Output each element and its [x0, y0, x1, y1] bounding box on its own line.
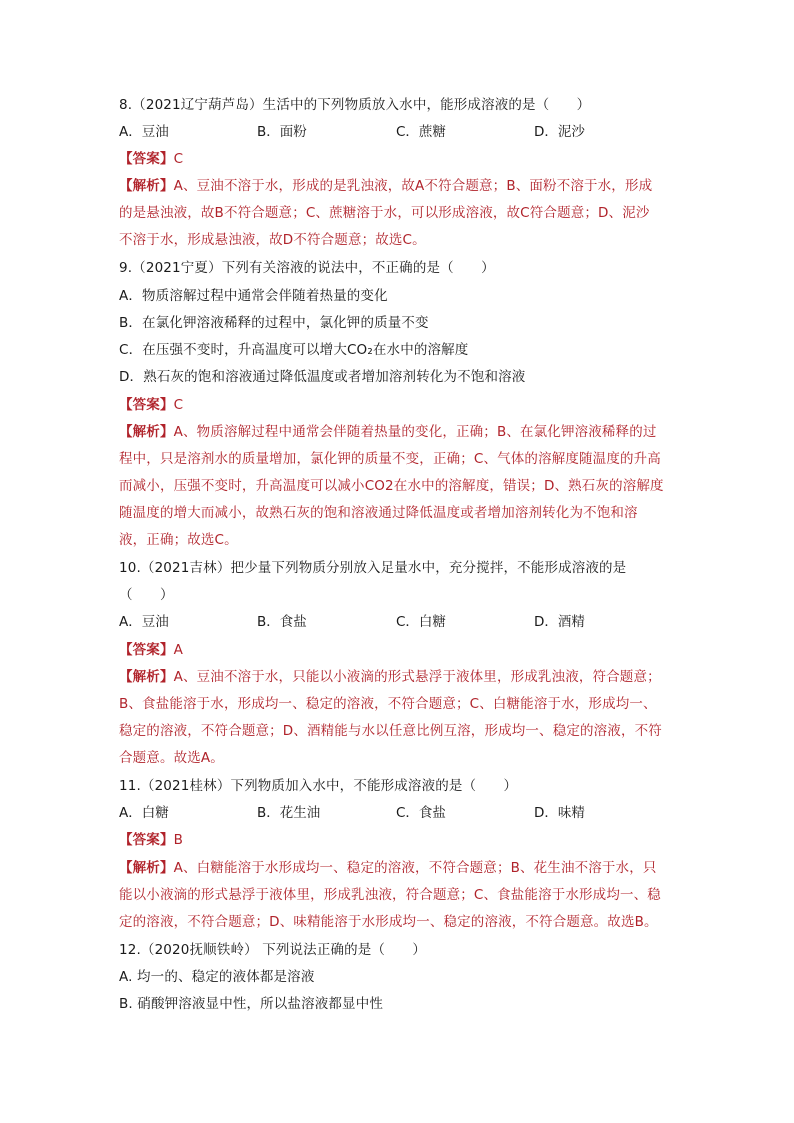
answer-value: B — [173, 832, 184, 848]
q8-analysis-line: 不溶于水，形成悬浊液，故D不符合题意；故选C。 — [119, 232, 426, 248]
q9-stem: 9.（2021宁夏）下列有关溶液的说法中，不正确的是（ ） — [119, 260, 495, 276]
q10-analysis-line: B、食盐能溶于水，形成均一、稳定的溶液，不符合题意；C、白糖能溶于水，形成均一、 — [119, 696, 657, 712]
q11-option-c: C．食盐 — [396, 805, 446, 821]
analysis-text: A、白糖能溶于水形成均一、稳定的溶液，不符合题意；B、花生油不溶于水，只 — [173, 860, 657, 876]
q9-option-b: B．在氯化钾溶液稀释的过程中，氯化钾的质量不变 — [119, 315, 429, 331]
analysis-label: 【解析】 — [119, 424, 174, 440]
q11-analysis-line — [119, 858, 657, 878]
q9-option-a: A．物质溶解过程中通常会伴随着热量的变化 — [119, 288, 388, 304]
q11-answer — [119, 830, 183, 850]
answer-value: A — [173, 642, 183, 658]
q11-analysis-line: 定的溶液，不符合题意；D、味精能溶于水形成均一、稳定的溶液，不符合题意。故选B。 — [119, 914, 658, 930]
analysis-text: A、豆油不溶于水，形成的是乳浊液，故A不符合题意；B、面粉不溶于水，形成 — [173, 178, 653, 194]
q11-option-a: A．白糖 — [119, 805, 169, 821]
q10-analysis-line — [119, 667, 661, 687]
q12-stem: 12.（2020抚顺铁岭） 下列说法正确的是（ ） — [119, 942, 427, 958]
q10-option-b: B．食盐 — [257, 614, 307, 630]
analysis-label: 【解析】 — [119, 178, 174, 194]
q12-option-b: B. 硝酸钾溶液显中性，所以盐溶液都显中性 — [119, 996, 383, 1012]
q10-option-d: D．酒精 — [534, 614, 585, 630]
analysis-label: 【解析】 — [119, 860, 174, 876]
answer-label: 【答案】 — [119, 397, 174, 413]
q10-stem-cont: （ ） — [119, 587, 174, 603]
analysis-text: A、物质溶解过程中通常会伴随着热量的变化，正确；B、在氯化钾溶液稀释的过 — [173, 424, 657, 440]
analysis-text: A、豆油不溶于水，只能以小液滴的形式悬浮于液体里，形成乳浊液，符合题意； — [173, 669, 661, 685]
q10-stem: 10.（2021吉林）把少量下列物质分别放入足量水中，充分搅拌，不能形成溶液的是 — [119, 560, 627, 576]
q9-answer — [119, 395, 183, 415]
q10-analysis-line: 合题意。故选A。 — [119, 750, 224, 766]
answer-label: 【答案】 — [119, 151, 174, 167]
q8-option-c: C．蔗糖 — [396, 124, 446, 140]
q11-stem: 11.（2021桂林）下列物质加入水中，不能形成溶液的是（ ） — [119, 778, 518, 794]
q10-option-c: C．白糖 — [396, 614, 446, 630]
answer-label: 【答案】 — [119, 832, 174, 848]
q8-answer — [119, 149, 183, 169]
q9-analysis-line: 程中，只是溶剂水的质量增加，氯化钾的质量不变，正确；C、气体的溶解度随温度的升高 — [119, 451, 661, 467]
q8-option-d: D．泥沙 — [534, 124, 585, 140]
q8-analysis-line: 的是悬浊液，故B不符合题意；C、蔗糖溶于水，可以形成溶液，故C符合题意；D、泥沙 — [119, 205, 650, 221]
q9-option-d: D．熟石灰的饱和溶液通过降低温度或者增加溶剂转化为不饱和溶液 — [119, 369, 526, 385]
q9-analysis-line: 而减小，压强不变时，升高温度可以减小CO2在水中的溶解度，错误；D、熟石灰的溶解度 — [119, 478, 664, 494]
q11-option-b: B．花生油 — [257, 805, 321, 821]
q10-answer — [119, 640, 183, 660]
analysis-label: 【解析】 — [119, 669, 174, 685]
q9-analysis-line: 随温度的增大而减小，故熟石灰的饱和溶液通过降低温度或者增加溶剂转化为不饱和溶 — [119, 505, 638, 521]
q12-option-a: A. 均一的、稳定的液体都是溶液 — [119, 969, 315, 985]
q9-analysis-line — [119, 422, 657, 442]
q10-analysis-line: 稳定的溶液，不符合题意；D、酒精能与水以任意比例互溶，形成均一、稳定的溶液，不符 — [119, 723, 662, 739]
q11-analysis-line: 能以小液滴的形式悬浮于液体里，形成乳浊液，符合题意；C、食盐能溶于水形成均一、稳 — [119, 887, 661, 903]
q8-stem: 8.（2021辽宁葫芦岛）生活中的下列物质放入水中，能形成溶液的是（ ） — [119, 97, 591, 113]
q8-option-a: A．豆油 — [119, 124, 169, 140]
answer-label: 【答案】 — [119, 642, 174, 658]
q10-option-a: A．豆油 — [119, 614, 169, 630]
q8-analysis-line — [119, 176, 652, 196]
q9-option-c: C．在压强不变时，升高温度可以增大CO₂在水中的溶解度 — [119, 342, 469, 358]
answer-value: C — [173, 397, 184, 413]
q11-option-d: D．味精 — [534, 805, 585, 821]
q8-option-b: B．面粉 — [257, 124, 307, 140]
answer-value: C — [173, 151, 184, 167]
q9-analysis-line: 液，正确；故选C。 — [119, 532, 238, 548]
